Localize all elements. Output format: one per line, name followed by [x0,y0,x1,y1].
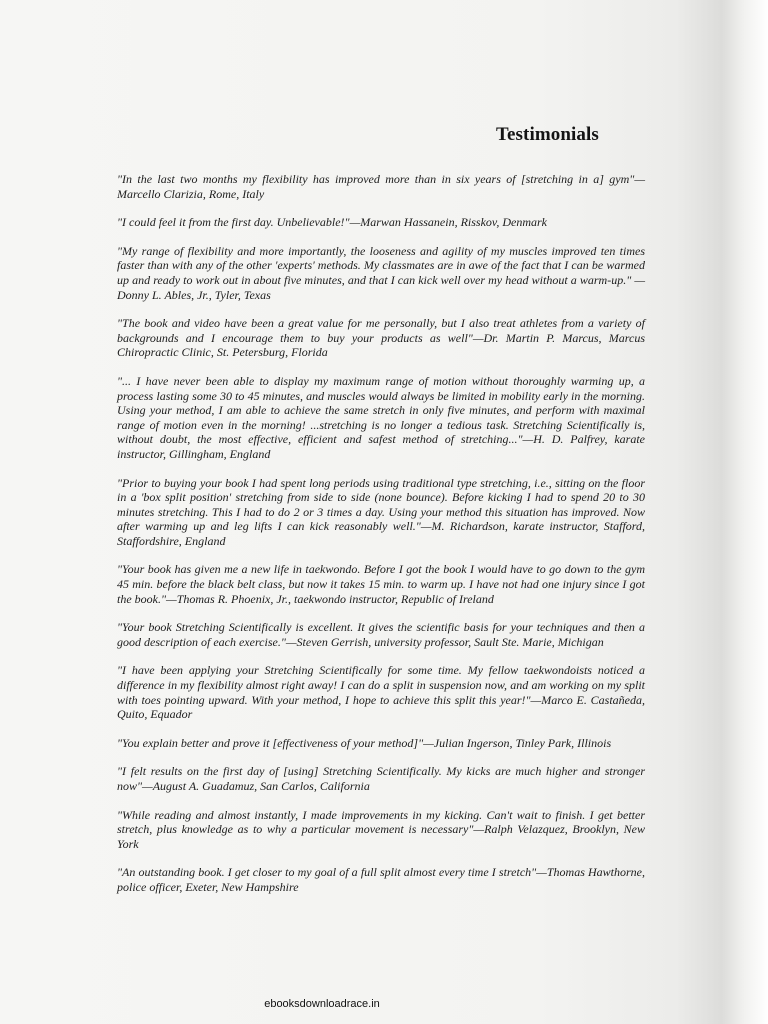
testimonial-3: "My range of flexibility and more importantly, the looseness and agility of my muscles improved ten times faster than with any of the other 'experts' methods. My classmates are in awe of the fact that I can be warmed up and ready to work out in about five minutes, and that I can kick well over my head without a warm-up." —Donny L. Ables, Jr., Tyler, Texas [117,243,645,302]
footer-url: ebooksdownloadrace.in [264,998,380,1010]
testimonial-4: "The book and video have been a great value for me personally, but I also treat athletes from a variety of backgrounds and I encourage them to buy your products as well"—Dr. Martin P. Marcus, Marcus Chiropractic Clinic, St. Petersburg, Florida [117,316,645,360]
testimonial-1: "In the last two months my flexibility has improved more than in six years of [stretching in a] gym"—Marcello Clarizia, Rome, Italy [117,172,645,201]
testimonial-11: "I felt results on the first day of [using] Stretching Scientifically. My kicks are much higher and stronger now"—August A. Guadamuz, San Carlos, California [117,764,645,793]
bleed-through-text [80,60,680,170]
testimonial-7: "Your book has given me a new life in taekwondo. Before I got the book I would have to go down to the gym 45 min. before the black belt class, but now it takes 15 min. to warm up. I have not had one injury since I got the book."—Thomas R. Phoenix, Jr., taekwondo instructor, Republic of Ireland [117,562,645,606]
testimonial-2: "I could feel it from the first day. Unbelievable!"—Marwan Hassanein, Risskov, Denmark [117,215,548,230]
testimonial-13: "An outstanding book. I get closer to my goal of a full split almost every time I stretch"—Thomas Hawthorne, police officer, Exeter, New Hampshire [117,865,645,894]
testimonial-12: "While reading and almost instantly, I made improvements in my kicking. Can't wait to finish. I get better stretch, plus knowledge as to why a particular movement is necessary"—Ralph Velazquez, Brooklyn, New York [117,807,645,851]
page-title: Testimonials [496,124,599,145]
testimonial-8: "Your book Stretching Scientifically is excellent. It gives the scientific basis for your techniques and then a good description of each exercise."—Steven Gerrish, university professor, Sault Ste. Marie, Michigan [117,620,645,649]
testimonials-list [117,172,645,909]
footer-watermark [0,998,768,1010]
testimonial-9: "I have been applying your Stretching Scientifically for some time. My fellow taekwondoists noticed a difference in my flexibility almost right away! I can do a split in suspension now, and am working on my split with toes pointing upward. With your method, I hope to achieve this split this year!"—Marco E. Castañeda, Quito, Equador [117,663,645,722]
testimonial-5: "... I have never been able to display my maximum range of motion without thoroughly warming up, a process lasting some 30 to 45 minutes, and muscles would always be limited in mobility early in the morning. Using your method, I am able to achieve the same stretch in only five minutes, and perform with maximal range of motion even in the morning! ...stretching is no longer a tedious task. Stretching Scientifically is, without doubt, the most effective, efficient and safest method of stretching..."—H. D. Palfrey, karate instructor, Gillingham, England [117,373,645,461]
testimonial-10: "You explain better and prove it [effectiveness of your method]"—Julian Ingerson, Tinley Park, Illinois [117,735,612,750]
testimonial-6: "Prior to buying your book I had spent long periods using traditional type stretching, i.e., sitting on the floor in a 'box split position' stretching from side to side (none bounce). Before kicking I had to spend 20 to 30 minutes stretching. This I had to do 2 or 3 times a day. Using your method this situation has improved. Now after warming up and leg lifts I can kick reasonably well."—M. Richardson, karate instructor, Stafford, Staffordshire, England [117,475,645,548]
